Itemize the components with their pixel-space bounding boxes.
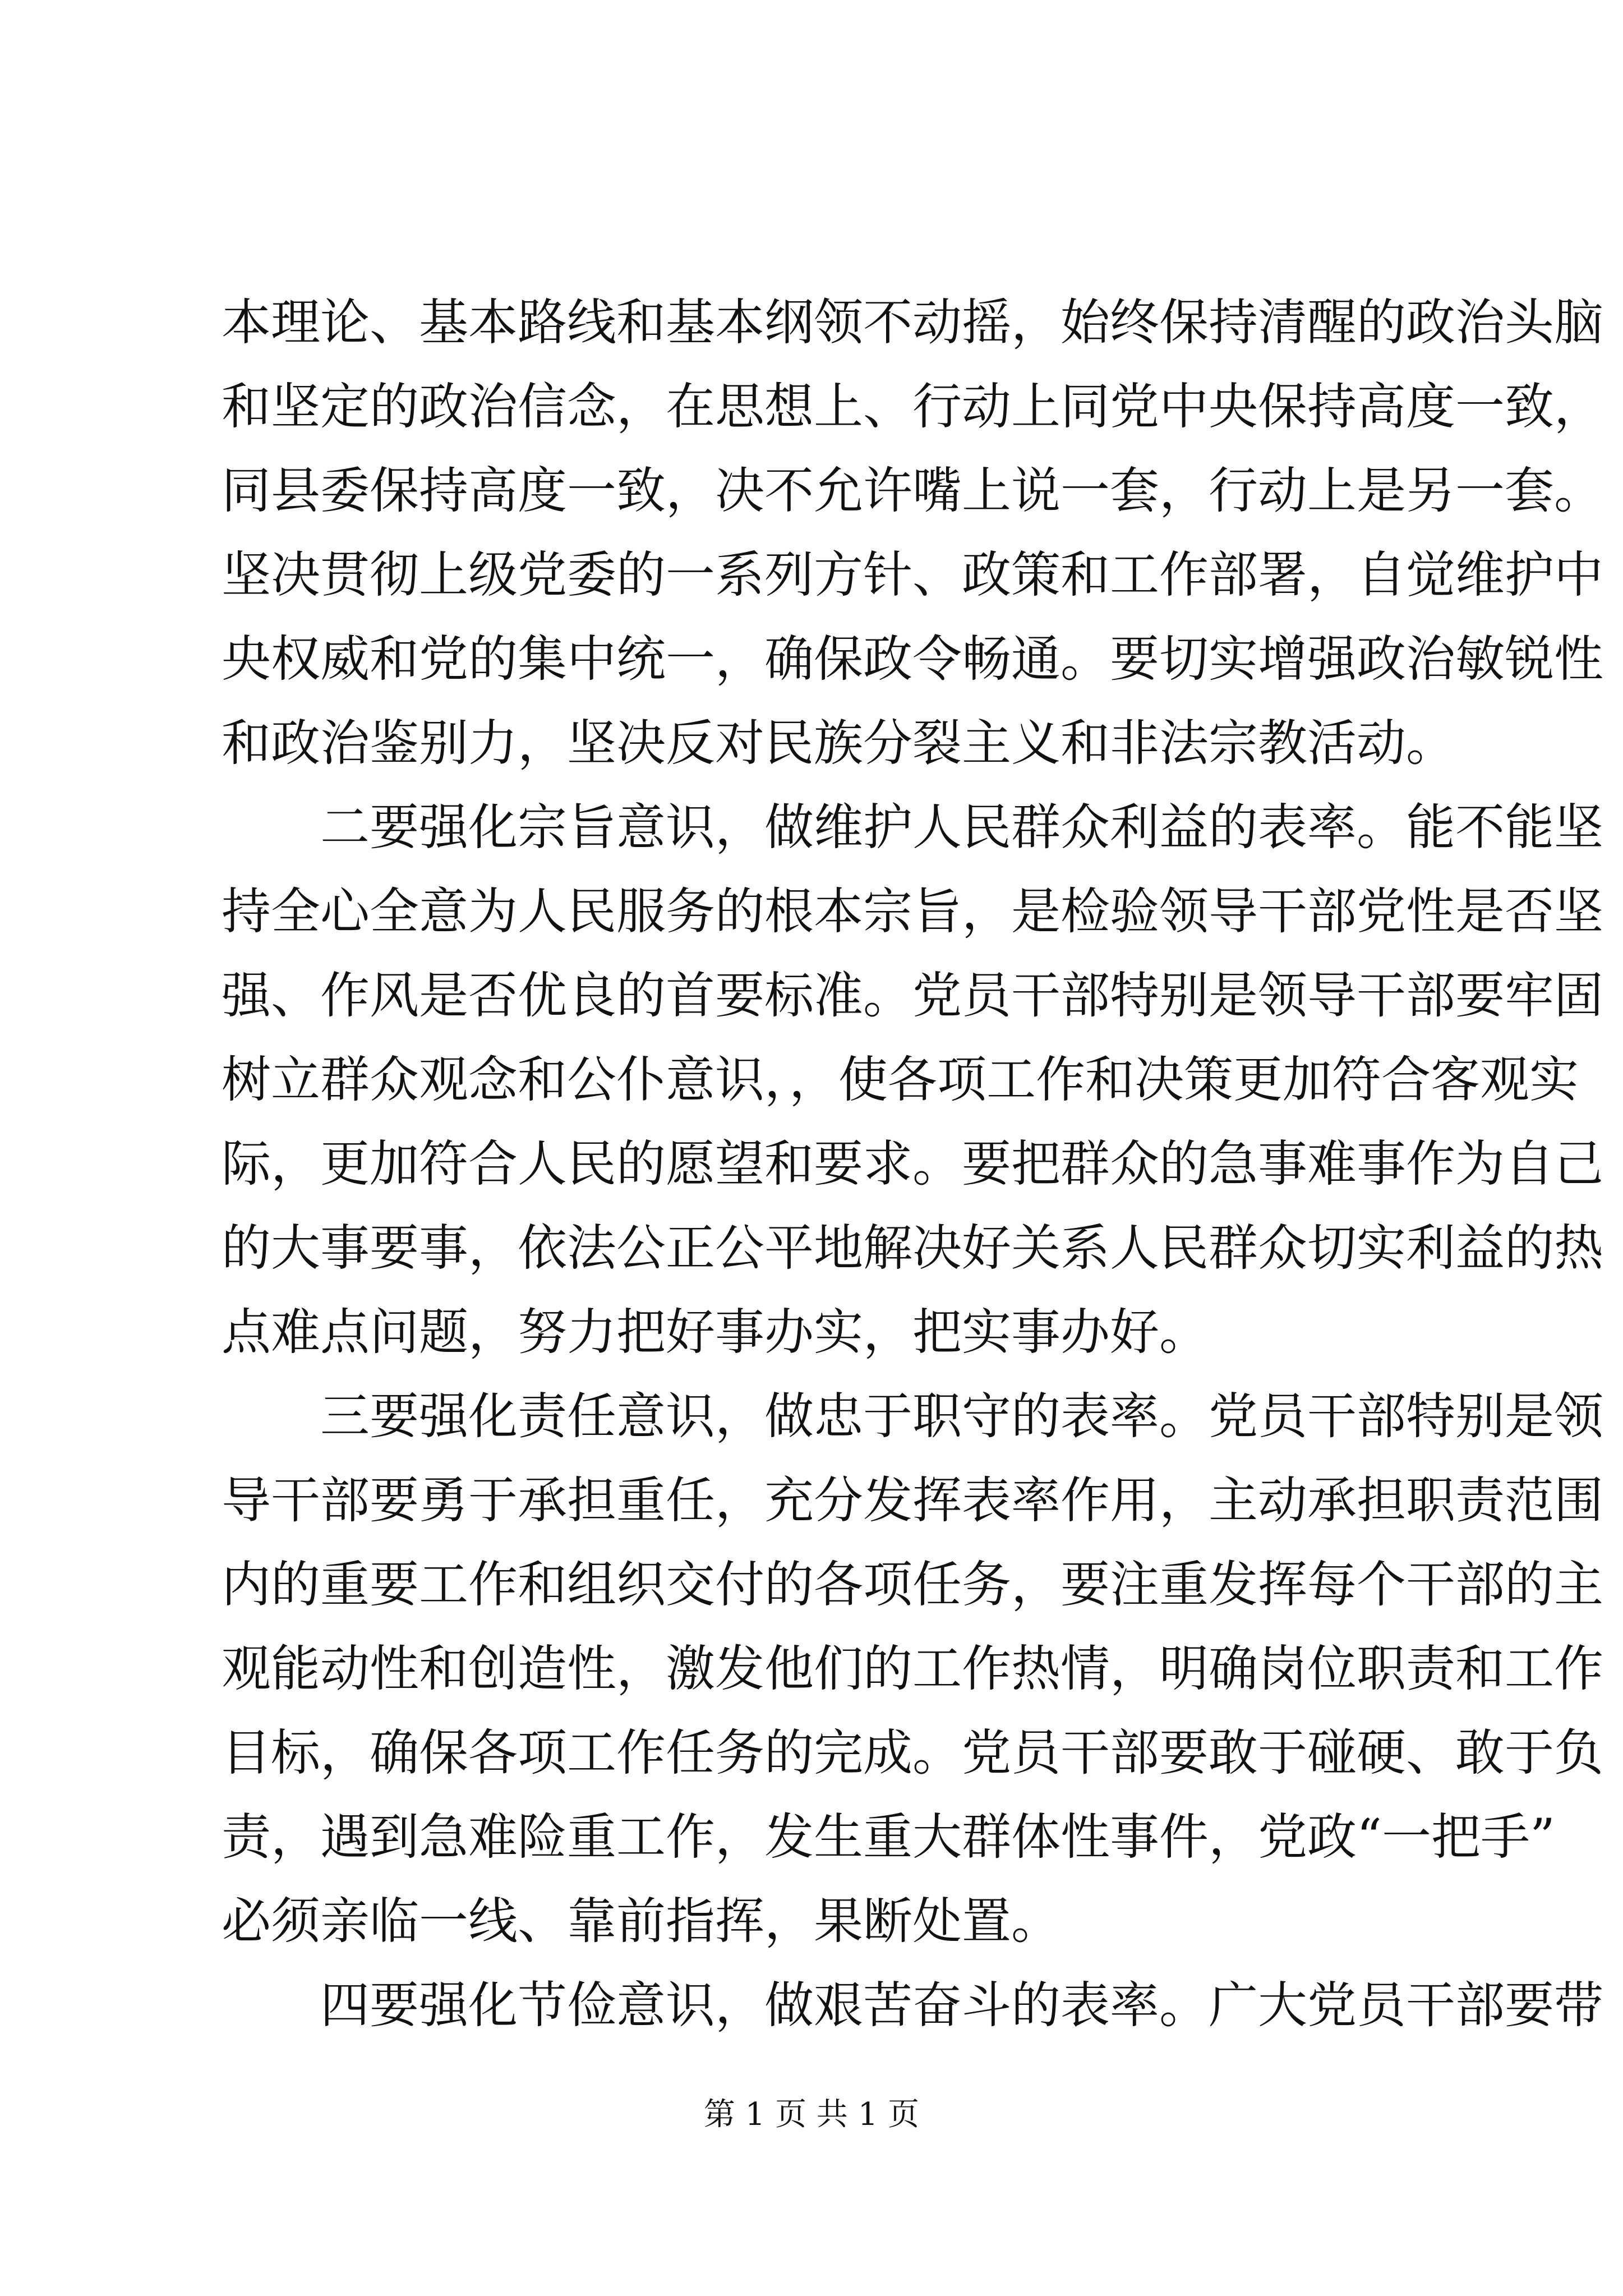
text-line: 内的重要工作和组织交付的各项任务，要注重发挥每个干部的主 xyxy=(222,1556,1604,1613)
text-line: 观能动性和创造性，激发他们的工作热情，明确岗位职责和工作 xyxy=(222,1640,1604,1697)
text-line: 导干部要勇于承担重任，充分发挥表率作用，主动承担职责范围 xyxy=(222,1471,1604,1529)
text-line: 持全心全意为人民服务的根本宗旨，是检验领导干部党性是否坚 xyxy=(222,882,1604,940)
text-line: 和坚定的政治信念，在思想上、行动上同党中央保持高度一致， xyxy=(222,378,1604,435)
text-line: 本理论、基本路线和基本纲领不动摇，始终保持清醒的政治头脑 xyxy=(222,293,1604,351)
text-line: 必须亲临一线、靠前指挥，果断处置。 xyxy=(222,1892,1061,1950)
text-line: 责，遇到急难险重工作，发生重大群体性事件，党政“一把手” xyxy=(222,1808,1555,1866)
text-line: 强、作风是否优良的首要标准。党员干部特别是领导干部要牢固 xyxy=(222,967,1604,1024)
text-line: 四要强化节俭意识，做艰苦奋斗的表率。广大党员干部要带 xyxy=(222,1976,1604,2034)
text-line: 坚决贯彻上级党委的一系列方针、政策和工作部署，自觉维护中 xyxy=(222,546,1604,604)
page-footer: 第 1 页 共 1 页 xyxy=(703,2096,920,2133)
text-line: 际，更加符合人民的愿望和要求。要把群众的急事难事作为自己 xyxy=(222,1135,1604,1193)
text-line: 央权威和党的集中统一，确保政令畅通。要切实增强政治敏锐性 xyxy=(222,630,1604,688)
text-line: 同县委保持高度一致，决不允许嘴上说一套，行动上是另一套。 xyxy=(222,462,1604,519)
text-line: 二要强化宗旨意识，做维护人民群众利益的表率。能不能坚 xyxy=(222,798,1604,856)
text-line: 和政治鉴别力，坚决反对民族分裂主义和非法宗教活动。 xyxy=(222,714,1456,772)
text-line: 三要强化责任意识，做忠于职守的表率。党员干部特别是领 xyxy=(222,1387,1604,1445)
text-line: 点难点问题，努力把好事办实，把实事办好。 xyxy=(222,1303,1209,1361)
text-line: 的大事要事，依法公正公平地解决好关系人民群众切实利益的热 xyxy=(222,1219,1604,1277)
text-line: 目标，确保各项工作任务的完成。党员干部要敢于碰硬、敢于负 xyxy=(222,1724,1604,1782)
text-line: 树立群众观念和公仆意识，，使各项工作和决策更加符合客观实 xyxy=(222,1051,1579,1108)
